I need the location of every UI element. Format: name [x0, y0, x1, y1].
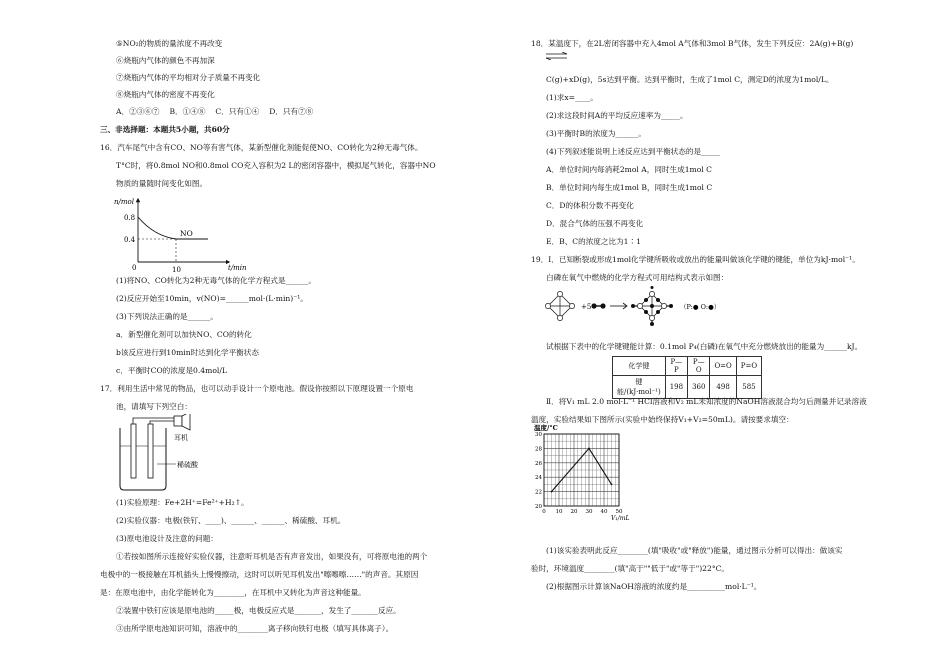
x-tick-label: 0	[542, 509, 546, 515]
header-bond: 化学键	[613, 357, 666, 376]
header-oo: O=O	[710, 357, 736, 376]
equilibrium-arrow	[545, 52, 569, 60]
value-oo: 498	[710, 376, 736, 399]
header-pp: P—P	[665, 357, 687, 376]
value-p-double-o: 585	[736, 376, 761, 399]
y-tick-label: 26	[535, 460, 542, 467]
q18-part-1: (1)求x=____。	[546, 93, 598, 102]
q16-option-c: c．平衡时CO的浓度是0.4mol/L	[116, 366, 227, 375]
data-point	[611, 484, 613, 486]
q17-part-3: (3)原电池设计及注意的问题：	[116, 534, 218, 543]
q17-line-2: 池，请填写下列空白：	[116, 402, 192, 411]
q17-part-2: (2)实验仪器：电极(铁钉、____)、______、______、稀硫酸、耳机。	[116, 516, 346, 525]
q18-option-a: A．单位时间内每消耗2mol A，同时生成1mol C	[546, 165, 712, 174]
q18-option-c: C．D的体积分数不再变化	[546, 201, 634, 210]
o2-molecule	[591, 303, 605, 308]
value-pp: 198	[665, 376, 687, 399]
q17-note-2: ②装置中铁钉应该是原电池的_____极，电极反应式是_______，发生了_______反应。	[116, 606, 401, 615]
q17-note-1a: ①若按如图所示连接好实验仪器，注意听耳机是否有声音发出，如果没有，可将原电池的两个	[116, 552, 428, 561]
y-tick-label: 24	[535, 475, 542, 482]
q19-line-2: 白磷在氧气中燃烧的化学方程式可用结构式表示如图：	[546, 273, 729, 282]
acid-label: 稀硫酸	[177, 461, 198, 469]
curve-label: NO	[180, 229, 193, 238]
row-label: 键能/(kJ·mol⁻¹)	[613, 376, 666, 399]
atom-legend: （P:● O:●）	[680, 303, 721, 311]
y-tick-label: 30	[535, 432, 542, 438]
q19-line-1: 19．Ⅰ．已知断裂或形成1mol化学键所吸收或放出的能量叫做该化学键的键能，单位为kJ·mol⁻¹。	[531, 255, 860, 264]
x-tick-label: 20	[570, 509, 578, 515]
earphone-body	[174, 416, 182, 426]
reaction-arrow	[610, 303, 627, 309]
q18-line-2: C(g)+xD(g)，5s达到平衡。达到平衡时，生成了1mol C，测定D的浓度为1mol/L。	[546, 75, 834, 84]
q19-line-4: Ⅱ．将V₁ mL 2.0 mol·L⁻¹ HCl溶液和V₂ mL未知浓度的NaOH溶液混合均匀后测量并记录溶液	[546, 397, 867, 406]
q19-part-2: (2)根据图示计算该NaOH溶液的浓度约是__________mol·L⁻¹。	[546, 582, 762, 591]
data-point	[588, 448, 590, 450]
q16-part-2: (2)反应开始至10min，v(NO)=______mol·(L·min)⁻¹。	[116, 294, 308, 303]
q16-part-3: (3)下列说法正确的是______。	[116, 312, 218, 321]
p4o10-molecule	[631, 286, 673, 326]
q18-option-b: B．单位时间内每生成1mol B，同时生成1mol C	[546, 183, 713, 192]
q19-part-1b: 验时，环境温度________(填"高于""低于"或"等于")22°C。	[531, 564, 730, 573]
q16-option-b: b该反应进行到10min时达到化学平衡状态	[116, 348, 259, 357]
y-tick-04: 0.4	[124, 236, 136, 244]
q18-part-4: (4)下列叙述能说明上述反应达到平衡状态的是_____	[546, 147, 721, 156]
y-tick-08: 0.8	[124, 214, 136, 222]
header-p-double-o: P=O	[736, 357, 761, 376]
q17-note-1b: 电极中的一极接触在耳机插头上慢慢擦动，这时可以听见耳机发出"嚓嚓嚓……"的声音。其原因	[100, 570, 419, 579]
y-tick-label: 20	[535, 504, 542, 510]
q16-line-1: 16．汽车尾气中含有CO、NO等有害气体，某新型催化剂能促使NO、CO转化为2种无毒气体。	[100, 143, 423, 152]
no-time-graph	[108, 192, 258, 274]
section-heading: 三、非选择题：本题共5小题，共60分	[100, 125, 230, 134]
temperature-chart	[530, 420, 660, 528]
choices: A．②③⑥⑦ B．①④⑧ C．只有①④ D．只有⑦⑧	[116, 107, 314, 116]
q19-part-1a: (1)该实验表明此反应________(填"吸收"或"释放")能量，通过图示分析可以得出：做该实	[546, 546, 843, 555]
option-5: ⑤NO₂的物质的量浓度不再改变	[116, 39, 223, 48]
option-8: ⑧烧瓶内气体的密度不再变化	[116, 90, 215, 99]
q16-option-a: a．新型催化剂可以加快NO、CO的转化	[116, 330, 252, 339]
x-axis-label: t/min	[228, 264, 247, 272]
q16-line-2: T°C时，将0.8mol NO和0.8mol CO充入容积为2 L的密闭容器中，模拟尾气转化，容器中NO	[116, 161, 436, 170]
x-tick-label: 30	[585, 509, 593, 515]
earphone-cup	[182, 414, 190, 430]
q18-part-2: (2)求这段时间A的平均反应速率为_____。	[546, 111, 688, 120]
q19-line-5: 温度，实验结果如下图所示(实验中始终保持V₁+V₂=50mL)。请按要求填空：	[531, 415, 794, 424]
q17-note-1c: 是：在原电池中，由化学能转化为________，在耳机中又转化为声音这种能量。	[100, 588, 366, 597]
q19-line-3: 试根据下表中的化学键键能计算：0.1mol P₄(白磷)在氧气中充分燃烧放出的能量为______kJ。	[546, 342, 863, 351]
q16-line-3: 物质的量随时间变化如图。	[116, 179, 208, 188]
electrode-left	[131, 424, 136, 478]
p4-molecule	[545, 291, 574, 320]
data-point	[551, 491, 553, 493]
electrode-right	[148, 424, 153, 478]
x-tick-label: 10	[555, 509, 563, 515]
y-axis-label: n/mol	[114, 198, 134, 206]
x-tick-label: 50	[615, 509, 623, 515]
q18-option-d: D．混合气体的压强不再变化	[546, 219, 644, 228]
no-curve	[138, 217, 208, 239]
beaker	[120, 428, 166, 490]
q18-part-3: (3)平衡时B的浓度为______。	[546, 129, 646, 138]
q17-note-3: ③由所学原电池知识可知，溶液中的________离子移向铁钉电极（填写具体离子）。	[116, 624, 394, 633]
bond-energy-table	[612, 356, 762, 399]
y-tick-label: 22	[535, 489, 542, 496]
wire-right	[150, 421, 174, 424]
q18-line-1: 18．某温度下，在2L密闭容器中充入4mol A气体和3mol B气体，发生下列反应：2A(g)+B(g)	[531, 39, 854, 48]
earphone-label: 耳机	[174, 434, 188, 442]
q18-option-e: E．B、C的浓度之比为1∶1	[546, 237, 641, 246]
x-tick-0: 0	[132, 264, 137, 272]
option-6: ⑥烧瓶内气体的颜色不再加深	[116, 56, 215, 65]
x-tick-10: 10	[172, 266, 181, 274]
option-7: ⑦烧瓶内气体的平均相对分子质量不再变化	[116, 73, 261, 82]
y-axis-label: 温度/°C	[534, 424, 558, 432]
x-tick-label: 40	[600, 509, 608, 515]
q17-line-1: 17．利用生活中常见的物品，也可以动手设计一个原电池。假设你按照以下原理设置一个原电	[100, 384, 414, 393]
white-phosphorus-reaction	[540, 286, 740, 330]
value-po: 360	[688, 376, 710, 399]
table-header-row	[613, 357, 762, 376]
x-axis-label: V₁/mL	[611, 515, 630, 522]
table-row	[613, 376, 762, 399]
y-tick-label: 28	[535, 446, 542, 453]
header-po: P—O	[688, 357, 710, 376]
galvanic-cell-figure	[112, 414, 222, 494]
q16-part-1: (1)将NO、CO转化为2种无毒气体的化学方程式是______。	[116, 276, 316, 285]
plus-five: +5	[581, 303, 592, 311]
q17-part-1: (1)实验原理：Fe+2H⁺=Fe²⁺+H₂↑。	[116, 498, 249, 507]
